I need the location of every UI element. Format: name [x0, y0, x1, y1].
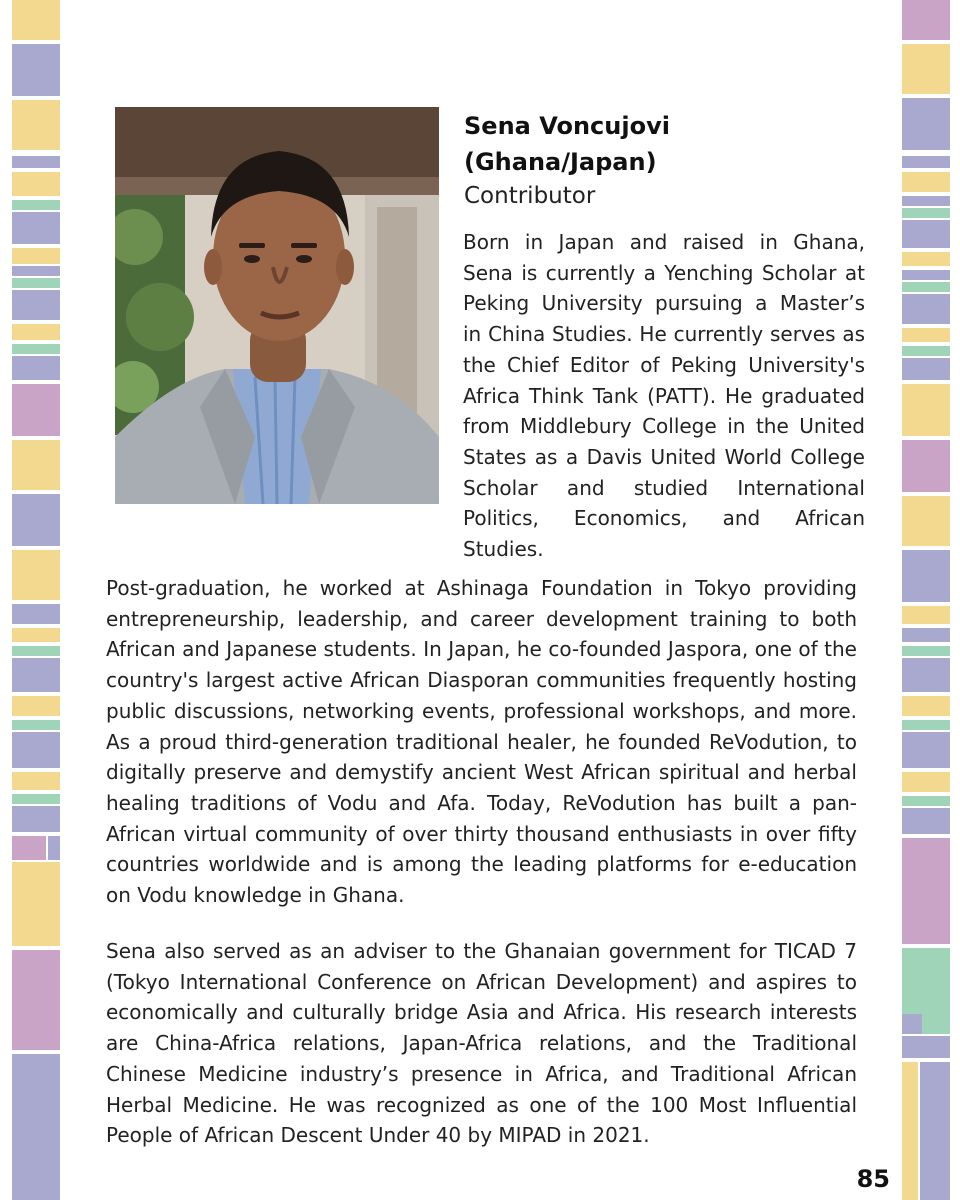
bio-paragraph-career: Post-graduation, he worked at Ashinaga Foundation in Tokyo providing entrepreneurship, leadership, and career development training to both African and Japanese students. In Japan, he co-founded Jaspora, one of the country's largest active African Diasporan communities frequently hosting public discussions, networking events, professional workshops, and more. As a proud third-generation traditional healer, he founded ReVodution, to digitally preserve and demystify ancient West African spiritual and herbal healing traditions of Vodu and Afa. Today, ReVodution has built a pan-African virtual community of over thirty thousand enthusiasts in over fifty countries worldwide and is among the leading platforms for e-education on Vodu knowledge in Ghana.: [106, 576, 857, 908]
profile-role: Contributor: [464, 183, 596, 209]
decorative-border-left: [10, 0, 62, 1200]
bio-paragraph-intro: Born in Japan and raised in Ghana, Sena is currently a Yenching Scholar at Peking University pursuing a Master’s in China Studies. He currently serves as the Chief Editor of Peking University's Africa Think Tank (PATT). He graduated from Middlebury College in the United States as a Davis United World College Scholar and studied International Politics, Economics, and African Studies.: [463, 230, 865, 562]
profile-name: [464, 108, 864, 180]
decorative-border-right: [900, 0, 952, 1200]
page-number: 85: [856, 1165, 890, 1193]
bio-paragraph-research: Sena also served as an adviser to the Ghanaian government for TICAD 7 (Tokyo International Conference on African Development) and aspires to economically and culturally bridge Asia and Africa. His research interests are China-Africa relations, Japan-Africa relations, and the Traditional Chinese Medicine industry’s presence in Africa, and Traditional African Herbal Medicine. He was recognized as one of the 100 Most Influential People of African Descent Under 40 by MIPAD in 2021.: [106, 939, 857, 1148]
profile-name-line2: (Ghana/Japan): [464, 148, 657, 176]
profile-name-line1: Sena Voncujovi: [464, 112, 670, 140]
portrait-photo: [115, 107, 439, 504]
